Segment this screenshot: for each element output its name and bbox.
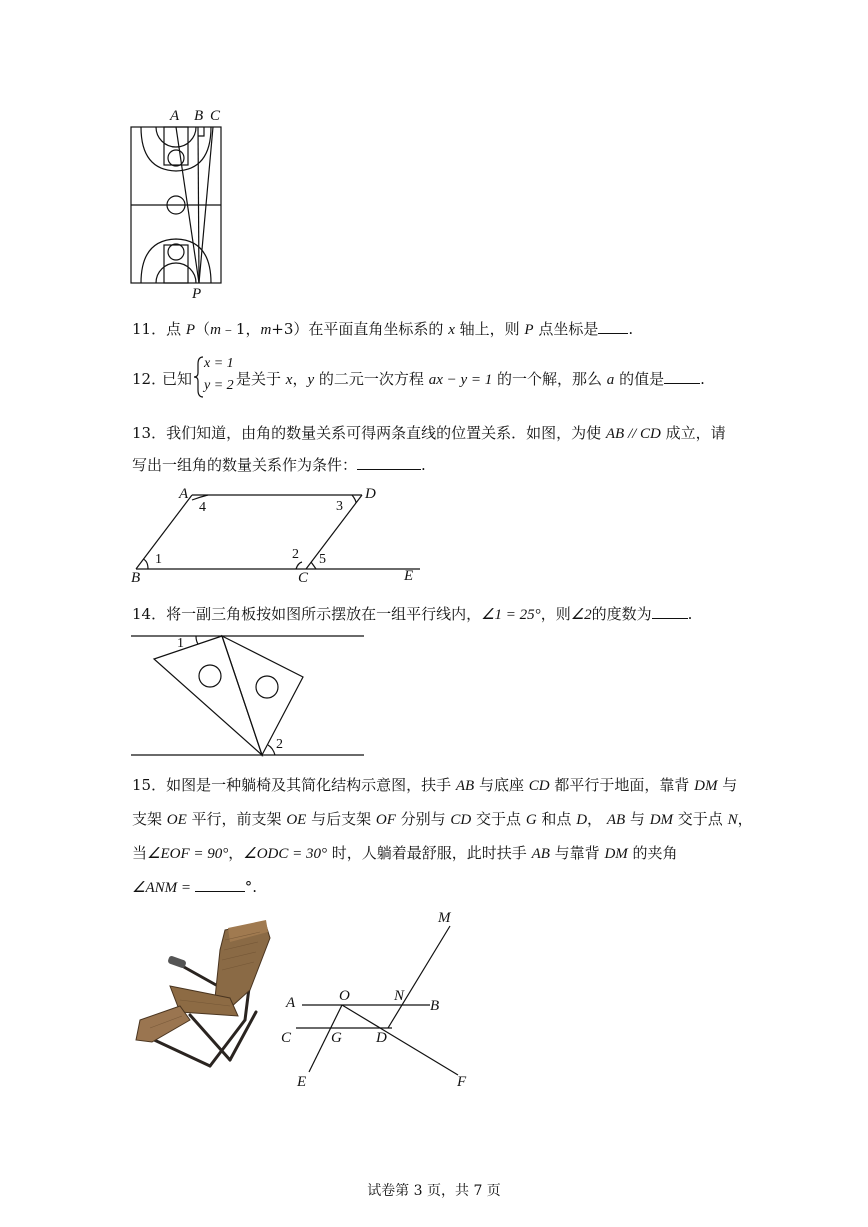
q11-text: . [628, 320, 634, 338]
q15-seg: DM [649, 812, 674, 828]
q15-text: 时，人躺着最舒服，此时扶手 [327, 844, 532, 862]
q14-number: 14． [132, 605, 167, 623]
q13-text: 我们知道，由角的数量关系可得两条直线的位置关系．如图，为使 [166, 424, 606, 442]
q15-text: 平行，前支架 [186, 810, 287, 828]
q15-text: 如图是一种躺椅及其简化结构示意图，扶手 [166, 776, 456, 794]
q12-text: 的一个解，那么 [492, 370, 607, 388]
q15-seg: OE [286, 812, 307, 828]
q12-number: 12． [132, 370, 167, 388]
chair-label-c: C [281, 1030, 292, 1046]
q15-point: D [576, 812, 588, 828]
angle-label-4: 4 [199, 500, 206, 515]
q15-seg: OF [375, 812, 396, 828]
chair-label-g: G [331, 1030, 342, 1046]
chair-label-a: A [286, 995, 296, 1011]
chair-label-f: F [457, 1074, 467, 1090]
q15-seg: OE [166, 812, 187, 828]
angle-label-1: 1 [155, 552, 162, 567]
tri-angle-2: 2 [276, 737, 283, 752]
q15-text: 当 [132, 844, 148, 862]
q11-var-p: P [524, 322, 534, 338]
q14-angle: ∠2 [570, 607, 592, 623]
tri-angle-1: 1 [177, 636, 184, 651]
system-eq-1: x = 1 [204, 356, 234, 371]
q15-text: 分别与 [395, 810, 451, 828]
q15-text: 交于点 [673, 810, 728, 828]
q11-text: （ [195, 320, 211, 338]
q15-text: ， [587, 810, 607, 828]
q11-var-m: m [210, 322, 221, 338]
q12-equation: ax − y = 1 [428, 372, 493, 388]
q15-seg: AB [531, 846, 550, 862]
q14-text: . [687, 605, 693, 623]
q12-var-a: a [606, 372, 615, 388]
para-label-c: C [298, 570, 309, 586]
q15-text: °. [244, 878, 258, 896]
chair-label-b: B [430, 998, 440, 1014]
q15-point: N [727, 812, 738, 828]
q11-var-x: x [448, 322, 455, 338]
q15-text: 与 [625, 810, 650, 828]
q11-var-m: m [260, 322, 272, 338]
q15-angle: ∠ANM = [132, 880, 195, 896]
q15-text: 与后支架 [306, 810, 376, 828]
chair-label-n: N [394, 988, 405, 1004]
q15-seg: DM [604, 846, 628, 862]
angle-label-3: 3 [336, 499, 343, 514]
para-label-b: B [131, 570, 141, 586]
court-label-a: A [170, 108, 180, 124]
q11-var-p: P [185, 322, 196, 338]
q15-seg: AB [455, 778, 475, 794]
q15-point: G [525, 812, 537, 828]
q15-text: 与底座 [474, 776, 529, 794]
q13-condition: AB // CD [605, 426, 661, 442]
q15-text: ， [737, 810, 753, 828]
q15-number: 15． [132, 776, 167, 794]
q14-text: ，则 [540, 605, 571, 623]
q13-text: 写出一组角的数量关系作为条件： [132, 456, 358, 474]
court-label-b: B [194, 108, 204, 124]
q11-text: 轴上，则 [454, 320, 525, 338]
q11-text: 点 [166, 320, 186, 338]
q15-text: 都平行于地面，靠背 [549, 776, 695, 794]
chair-label-e: E [297, 1074, 307, 1090]
q12-text: 的二元一次方程 [314, 370, 429, 388]
q14-text: 将一副三角板按如图所示摆放在一组平行线内， [166, 605, 482, 623]
q12-text: 的值是 [614, 370, 665, 388]
q12-var-x: x [285, 372, 293, 388]
q11-text: +3）在平面直角坐标系的 [271, 320, 449, 338]
q15-seg: AB [606, 812, 626, 828]
q15-condition: ∠ODC = 30° [243, 846, 328, 862]
angle-label-2: 2 [292, 547, 299, 562]
para-label-d: D [365, 486, 376, 502]
q14-text: 的度数为 [591, 605, 652, 623]
q12-text: . [700, 370, 705, 388]
q15-text: 与 [717, 776, 738, 794]
q15-seg: CD [450, 812, 472, 828]
chair-label-m: M [438, 910, 451, 926]
q15-text: 交于点 [471, 810, 526, 828]
q15-text: ， [228, 844, 244, 862]
system-eq-2: y = 2 [204, 378, 234, 393]
q15-text: 和点 [536, 810, 577, 828]
court-label-c: C [210, 108, 221, 124]
q13-text: . [421, 456, 426, 474]
q12-var-y: y [307, 372, 315, 388]
q11-text: 点坐标是 [533, 320, 599, 338]
para-label-e: E [404, 568, 414, 584]
q12-text: 已知 [162, 370, 193, 388]
para-label-a: A [179, 486, 189, 502]
q15-condition: ∠EOF = 90° [147, 846, 229, 862]
page-footer: 试卷第 3 页，共 7 页 [367, 1183, 501, 1199]
q12-text: ， [292, 370, 308, 388]
q11-number: 11． [132, 320, 167, 338]
q15-text: 支架 [132, 810, 167, 828]
q13-number: 13． [132, 424, 167, 442]
q15-seg: CD [528, 778, 550, 794]
q15-seg: DM [694, 778, 718, 794]
q15-text: 与靠背 [549, 844, 605, 862]
angle-label-5: 5 [319, 552, 326, 567]
q11-text: ﹣1， [220, 320, 261, 338]
q12-text: 是关于 [236, 370, 286, 388]
q14-condition: ∠1 = 25° [481, 607, 541, 623]
court-label-p: P [192, 286, 202, 302]
chair-label-d: D [376, 1030, 387, 1046]
q13-text: 成立，请 [660, 424, 726, 442]
chair-label-o: O [339, 988, 350, 1004]
q15-text: 的夹角 [627, 844, 678, 862]
